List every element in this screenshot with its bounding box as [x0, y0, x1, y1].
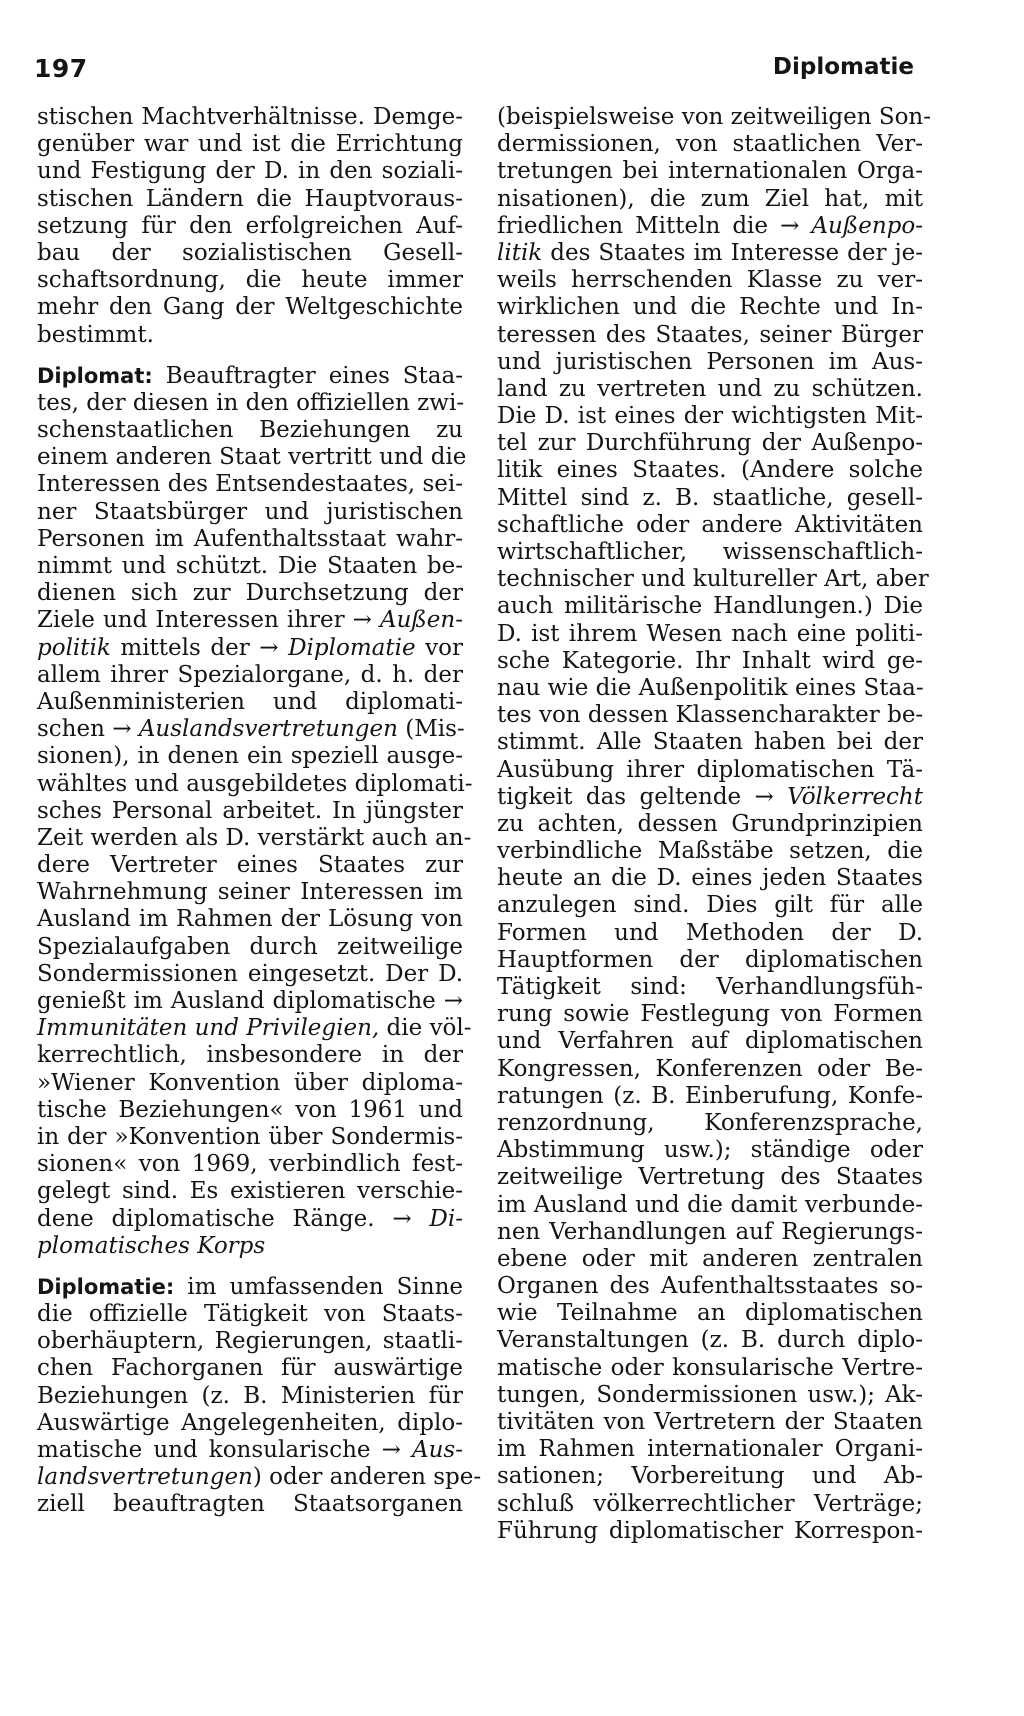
- text-span: friedlichen Mitteln die: [497, 212, 781, 239]
- text-line: [37, 635, 463, 662]
- text-line: matische oder konsularische Vertre-: [497, 1354, 923, 1381]
- right-column: [497, 104, 932, 1545]
- text-line: zeitweilige Vertretung des Staates: [497, 1164, 923, 1191]
- text-line: Mittel sind z. B. staatliche, gesell-: [497, 484, 923, 511]
- text-line: Sondermissionen eingesetzt. Der D.: [37, 960, 463, 987]
- page-header: [34, 54, 914, 94]
- text-span: des Staates im Interesse der je-: [542, 239, 923, 266]
- cross-reference-diplomatisches-korps[interactable]: → Di-: [392, 1205, 463, 1232]
- text-span: Beauftragter eines Staa-: [165, 362, 463, 389]
- text-line: nisationen), die zum Ziel hat, mit: [497, 185, 923, 212]
- text-span: die völ-: [379, 1015, 472, 1042]
- text-line: [497, 240, 923, 267]
- text-line: einem anderen Staat vertritt und die: [37, 444, 467, 471]
- text-line: verbindliche Maßstäbe setzen, die: [497, 838, 923, 865]
- text-line: [37, 1015, 472, 1042]
- running-head: Diplomatie: [772, 54, 914, 80]
- text-span: matische und konsularische: [37, 1437, 382, 1463]
- text-line: Außenministerien und diplomati-: [37, 688, 463, 715]
- text-line: kerrechtlich, insbesondere in der: [37, 1042, 463, 1069]
- text-span: schen: [37, 716, 113, 743]
- text-line: tische Beziehungen« von 1961 und: [37, 1096, 463, 1123]
- text-line: »Wiener Konvention über diploma-: [37, 1069, 463, 1096]
- text-line: in der »Konvention über Sondermis-: [37, 1123, 463, 1150]
- text-line: Zeit werden als D. verstärkt auch an-: [37, 824, 472, 851]
- text-line: gelegt sind. Es existieren verschie-: [37, 1178, 463, 1205]
- text-line: land zu vertreten und zu schützen.: [497, 375, 923, 402]
- text-line: Hauptformen der diplomatischen: [497, 946, 923, 973]
- text-line: renzordnung, Konferenzsprache,: [497, 1109, 923, 1136]
- cross-reference-diplomatisches-korps-cont[interactable]: plomatisches Korps: [37, 1232, 266, 1259]
- text-line: tivitäten von Vertretern der Staaten: [497, 1409, 923, 1435]
- text-line: ebene oder mit anderen zentralen: [497, 1245, 923, 1272]
- text-line: Interessen des Entsendestaates, sei-: [37, 471, 463, 498]
- text-span: ) oder anderen spe-: [252, 1464, 482, 1491]
- text-line: rung sowie Festlegung von Formen: [497, 1001, 923, 1028]
- text-line: litik eines Staates. (Andere solche: [497, 457, 923, 484]
- text-line: Organen des Aufenthaltsstaates so-: [497, 1273, 923, 1300]
- text-line: nimmt und schützt. Die Staaten be-: [37, 553, 463, 579]
- text-line: [497, 784, 923, 811]
- text-line: Beziehungen (z. B. Ministerien für: [37, 1382, 463, 1409]
- left-column: [37, 104, 482, 1519]
- text-line: oberhäuptern, Regierungen, staatli-: [37, 1328, 463, 1355]
- text-line: allem ihrer Spezialorgane, d. h. der: [37, 661, 463, 688]
- text-line: mehr den Gang der Weltgeschichte: [37, 294, 463, 321]
- cross-reference-aussenpolitik-2[interactable]: → Außenpo-: [780, 212, 924, 239]
- text-line: dermissionen, von staatlichen Ver-: [497, 131, 923, 158]
- text-line: dere Vertreter eines Staates zur: [37, 852, 463, 879]
- text-line: [497, 213, 923, 240]
- text-line: (beispielsweise von zeitweiligen Son-: [497, 104, 932, 130]
- cross-reference-aussenpolitik[interactable]: → Außen-: [352, 607, 463, 634]
- text-span: (Mis-: [397, 716, 465, 743]
- text-line: [37, 1437, 463, 1464]
- text-line: Auswärtige Angelegenheiten, diplo-: [37, 1409, 463, 1436]
- text-line: tungen, Sondermissionen usw.); Ak-: [497, 1381, 923, 1408]
- text-line: nau wie die Außenpolitik eines Staa-: [497, 674, 924, 701]
- text-line: [37, 1464, 482, 1491]
- entry-term-diplomatie: Diplomatie:: [37, 1274, 175, 1299]
- text-line: Kongressen, Konferenzen oder Be-: [497, 1055, 923, 1082]
- text-line: schaftsordnung, die heute immer: [37, 267, 463, 294]
- text-line: anzulegen sind. Dies gilt für alle: [497, 892, 923, 919]
- text-line: wirklichen und die Rechte und In-: [497, 294, 923, 321]
- text-line: [37, 1233, 463, 1260]
- text-line: stischen Ländern die Hauptvoraus-: [37, 185, 463, 212]
- text-line: Veranstaltungen (z. B. durch diplo-: [497, 1327, 923, 1354]
- text-line: ratungen (z. B. Einberufung, Konfe-: [497, 1082, 923, 1109]
- text-line: genießt im Ausland diplomatische →: [37, 988, 463, 1014]
- text-line: ziell beauftragten Staatsorganen: [37, 1491, 463, 1518]
- text-line: sationen; Vorbereitung und Ab-: [497, 1463, 923, 1490]
- text-line: Abstimmung usw.); ständige oder: [497, 1137, 923, 1164]
- text-line: sche Kategorie. Ihr Inhalt wird ge-: [497, 647, 923, 674]
- entry-diplomatie: [37, 1273, 482, 1519]
- text-line: [37, 1206, 463, 1233]
- text-line: sionen), in denen ein speziell ausge-: [37, 743, 463, 770]
- text-line: wie Teilnahme an diplomatischen: [497, 1300, 923, 1327]
- text-span: vor: [415, 634, 463, 661]
- text-line: ner Staatsbürger und juristischen: [37, 498, 463, 525]
- text-line: bau der sozialistischen Gesell-: [37, 239, 463, 266]
- text-line: teressen des Staates, seiner Bürger: [497, 321, 923, 348]
- text-line: und juristischen Personen im Aus-: [497, 348, 923, 375]
- entry-term-diplomat: Diplomat:: [37, 363, 153, 388]
- text-line: weils herrschenden Klasse zu ver-: [497, 267, 923, 294]
- text-line: schenstaatlichen Beziehungen zu: [37, 417, 463, 444]
- text-line: chen Fachorganen für auswärtige: [37, 1355, 463, 1382]
- text-line: Spezialaufgaben durch zeitweilige: [37, 933, 463, 960]
- text-line: Führung diplomatischer Korrespon-: [497, 1517, 923, 1544]
- cross-reference-auslandsvertretungen-2[interactable]: → Aus-: [381, 1437, 463, 1463]
- text-line: Ausübung ihrer diplomatischen Tä-: [497, 756, 923, 783]
- text-line: und Festigung der D. in den soziali-: [37, 158, 463, 185]
- intro-paragraph: [37, 104, 463, 349]
- text-line: bestimmt.: [37, 321, 154, 348]
- text-line: und Verfahren auf diplomatischen: [497, 1028, 923, 1055]
- text-line: tes von dessen Klassencharakter be-: [497, 702, 924, 729]
- cross-reference-diplomatie[interactable]: → Diplomatie: [259, 634, 416, 661]
- text-line: heute an die D. eines jeden Staates: [497, 865, 923, 892]
- text-line: dienen sich zur Durchsetzung der: [37, 580, 463, 607]
- text-line: zu achten, dessen Grundprinzipien: [497, 810, 923, 837]
- text-line: [37, 1274, 463, 1301]
- text-line: Personen im Aufenthaltsstaat wahr-: [37, 525, 463, 552]
- text-line: setzung für den erfolgreichen Auf-: [37, 212, 463, 239]
- text-span: mittels der: [110, 634, 260, 661]
- text-line: auch militärische Handlungen.) Die: [497, 593, 923, 620]
- text-line: schluß völkerrechtlicher Verträge;: [497, 1490, 923, 1517]
- cross-reference-voelkerrecht[interactable]: → Völkerrecht: [754, 783, 923, 810]
- text-line: Formen und Methoden der D.: [497, 919, 923, 946]
- text-line: D. ist ihrem Wesen nach eine politi-: [497, 620, 923, 647]
- text-line: stischen Machtverhältnisse. Demge-: [37, 104, 463, 130]
- cross-reference-auslandsvertretungen-2-cont[interactable]: landsvertretungen: [37, 1464, 253, 1491]
- text-line: [37, 607, 463, 634]
- text-line: stimmt. Alle Staaten haben bei der: [497, 729, 923, 756]
- text-span: Ziele und Interessen ihrer: [37, 607, 353, 634]
- text-line: [37, 363, 463, 390]
- text-line: sionen« von 1969, verbindlich fest-: [37, 1151, 463, 1178]
- text-span: dene diplomatische Ränge.: [37, 1205, 393, 1232]
- text-line: wirtschaftlicher, wissenschaftlich-: [497, 539, 923, 565]
- text-span: im umfassenden Sinne: [187, 1273, 463, 1300]
- cross-reference-aussenpolitik-cont[interactable]: politik: [37, 634, 111, 661]
- text-line: wähltes und ausgebildetes diplomati-: [37, 770, 473, 797]
- cross-reference-immunitaeten[interactable]: Immunitäten und Privilegien,: [37, 1015, 380, 1042]
- text-line: genüber war und ist die Errichtung: [37, 131, 463, 158]
- text-line: Die D. ist eines der wichtigsten Mit-: [497, 403, 923, 430]
- text-line: im Rahmen internationaler Organi-: [497, 1436, 923, 1463]
- text-line: sches Personal arbeitet. In jüngster: [37, 797, 463, 824]
- text-line: die offizielle Tätigkeit von Staats-: [37, 1301, 463, 1328]
- text-line: tes, der diesen in den offiziellen zwi-: [37, 389, 465, 416]
- cross-reference-auslandsvertretungen[interactable]: → Auslandsvertretungen: [112, 716, 398, 743]
- text-line: Wahrnehmung seiner Interessen im: [37, 879, 463, 906]
- text-line: im Ausland und die damit verbunde-: [497, 1191, 923, 1218]
- cross-reference-aussenpolitik-2-cont[interactable]: litik: [497, 239, 543, 266]
- text-line: nen Verhandlungen auf Regierungs-: [497, 1218, 923, 1245]
- page-number: 197: [34, 54, 88, 83]
- text-line: Tätigkeit sind: Verhandlungsfüh-: [497, 974, 923, 1000]
- entry-diplomat: [37, 362, 473, 1260]
- text-line: [37, 716, 463, 743]
- text-line: Ausland im Rahmen der Lösung von: [37, 906, 463, 933]
- text-line: tel zur Durchführung der Außenpo-: [497, 430, 923, 457]
- text-line: schaftliche oder andere Aktivitäten: [497, 511, 923, 538]
- text-line: technischer und kultureller Art, aber: [497, 566, 929, 593]
- text-span: tigkeit das geltende: [497, 783, 755, 810]
- text-line: tretungen bei internationalen Orga-: [497, 158, 923, 185]
